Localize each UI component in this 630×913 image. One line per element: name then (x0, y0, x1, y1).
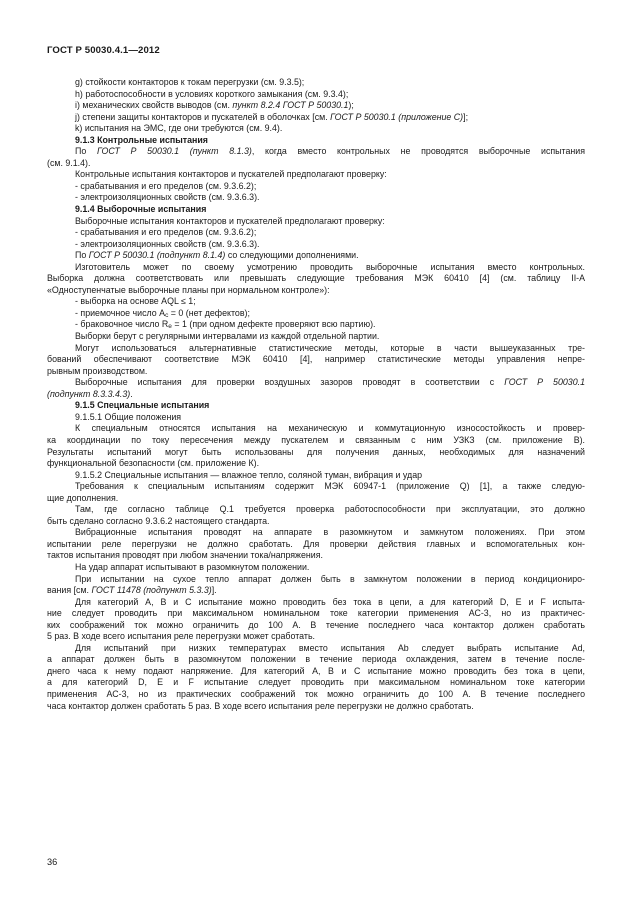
paragraph-line: ние следует проводить при максимальном номинальном токе категории применения АС-3, но из практичес- (47, 608, 585, 619)
text: - браковочное число R (75, 319, 169, 330)
paragraph-line: днего часа к нему подают напряжение. Для категорий А, В и С испытание можно проводить без тока в цепи, (47, 665, 585, 676)
paragraph-line: тактов испытания проводят при любом значении тока/напряжения. (47, 550, 323, 561)
standard-reference: ГОСТ Р 50030.1 (приложение С) (330, 111, 464, 122)
paragraph: Контрольные испытания контакторов и пускателей предполагают проверку: (75, 169, 387, 180)
text: По (75, 146, 97, 157)
text: ]; (463, 111, 469, 122)
paragraph-line (47, 377, 585, 389)
text: = 0 (нет дефектов); (168, 307, 250, 318)
paragraph-line: бований обеспечивают соответствие МЭК 60410 [4], например статистические методы управления непре- (47, 354, 585, 365)
section-heading-9-1-3: 9.1.3 Контрольные испытания (75, 134, 208, 145)
paragraph-line: рывным производством. (47, 365, 148, 376)
text: = 1 (при одном дефекте проверяют всю партию). (171, 319, 376, 330)
list-item: - срабатывания и его пределов (см. 9.3.6.2); (75, 227, 257, 238)
paragraph-line: применения АС-3, но из практических соображений ток можно ограничить до 100 А. В течение последнего (47, 688, 585, 699)
text: Выборочные испытания для проверки воздушных зазоров проводят в соответствии с (75, 377, 505, 388)
standard-reference: ГОСТ 11478 (подпункт 5.3.3) (91, 585, 212, 596)
text: По (75, 250, 89, 261)
paragraph (47, 250, 585, 262)
paragraph-line: ка координации по току пересечения между пускателем и связанным с ним УЗКЗ (см. приложение В). (47, 434, 585, 445)
paragraph-line: а аппарат должен быть в разомкнутом положении в течение периода охлаждения, затем в течение после- (47, 654, 585, 665)
paragraph-line: функциональной безопасности (см. приложение К). (47, 458, 260, 469)
paragraph-line: «Одноступенчатые выборочные планы при нормальном контроле»): (47, 284, 330, 295)
paragraph-line: Требования к специальным испытаниям содержит МЭК 60947-1 (приложение Q) [1], а также следую- (75, 481, 585, 492)
standard-reference: (подпункт 8.3.3.4.3) (47, 388, 131, 399)
paragraph: На удар аппарат испытывают в разомкнутом положении. (75, 561, 310, 572)
list-item: - выборка на основе AQL ≤ 1; (75, 296, 196, 307)
page-body (47, 77, 585, 712)
paragraph-line (47, 585, 585, 597)
list-item (47, 319, 585, 331)
document-header: ГОСТ Р 50030.4.1—2012 (47, 45, 160, 56)
standard-reference: ГОСТ Р 50030.1 (504, 377, 585, 388)
paragraph-line: Изготовитель может по своему усмотрению проводить выборочные испытания вместо контрольных. (75, 261, 585, 272)
subsection-heading: 9.1.5.2 Специальные испытания — влажное тепло, соляной туман, вибрация и удар (75, 469, 423, 480)
text: ]. (211, 585, 217, 596)
text: ); (348, 100, 354, 111)
paragraph-line: ких соображений ток можно ограничить до 100 А. В течение последнего часа контактор должен сработать (47, 619, 585, 630)
standard-reference: пункт 8.2.4 ГОСТ Р 50030.1 (232, 100, 349, 111)
text: со следующими дополнениями. (225, 250, 359, 261)
paragraph-line: испытании реле перегрузки не должно сработать. Для проверки действия главных и вспомогательных кон- (47, 538, 585, 549)
list-item-j (47, 112, 585, 124)
paragraph-line (47, 389, 585, 401)
text: вания [см. (47, 585, 92, 596)
page-number: 36 (47, 857, 58, 867)
paragraph-line: быть сделано согласно 9.3.6.2 настоящего стандарта. (47, 515, 270, 526)
paragraph-line: При испытании на сухое тепло аппарат должен быть в замкнутом положении в период кондициониро- (75, 573, 585, 584)
paragraph-line: а для категорий D, Е и F испытание следует проводить при максимальном номинальном токе категории (47, 677, 585, 688)
paragraph-line: 5 раз. В ходе всего испытания реле перегрузки может сработать. (47, 631, 316, 642)
subsection-heading: 9.1.5.1 Общие положения (75, 411, 182, 422)
subscript: e (168, 323, 172, 331)
list-item-i (47, 100, 585, 112)
paragraph (47, 146, 585, 158)
section-heading-9-1-4: 9.1.4 Выборочные испытания (75, 204, 207, 215)
paragraph-line: Могут использоваться альтернативные статистические методы, которые в части вышеуказанных тре- (75, 342, 585, 353)
text: i) механических свойств выводов (см. (75, 100, 233, 111)
standard-reference: ГОСТ Р 50030.1 (подпункт 8.1.4) (88, 250, 226, 261)
paragraph: Выборки берут с регулярными интервалами из каждой отдельной партии. (75, 331, 380, 342)
text: j) степени защиты контакторов и пускателей в оболочках [см. (75, 111, 331, 122)
list-item-g: g) стойкости контакторов к токам перегрузки (см. 9.3.5); (75, 77, 305, 87)
list-item (47, 308, 585, 320)
paragraph-line: Для категорий А, В и С испытание можно проводить без тока в цепи, а для категорий D, Е и F испыта- (75, 596, 585, 607)
paragraph-continuation: (см. 9.1.4). (47, 157, 91, 168)
list-item: - срабатывания и его пределов (см. 9.3.6.2); (75, 180, 257, 191)
paragraph-line: К специальным относятся испытания на механическую и коммутационную износостойкость и провер- (75, 423, 585, 434)
paragraph-line: Результаты испытаний могут быть использованы для получения данных, необходимых для назначений (47, 446, 585, 457)
subscript: c (165, 311, 169, 319)
text: , когда вместо контрольных не проводятся выборочные испытания (251, 146, 585, 157)
paragraph-line: Вибрационные испытания проводят на аппарате в разомкнутом и замкнутом положениях. При этом (75, 527, 585, 538)
paragraph-line: Выборка должна соответствовать или превышать следующие требования МЭК 60410 [4] (см. таблицу II-А (47, 273, 585, 284)
section-heading-9-1-5: 9.1.5 Специальные испытания (75, 400, 210, 411)
list-item-h: h) работоспособности в условиях короткого замыкания (см. 9.3.4); (75, 88, 349, 99)
list-item: - электроизоляционных свойств (см. 9.3.6.3). (75, 192, 260, 203)
paragraph-line: Для испытаний при низких температурах вместо испытания Ab следует выбрать испытание Ad, (75, 642, 585, 653)
paragraph-line: щие дополнения. (47, 492, 119, 503)
list-item-k: k) испытания на ЭМС, где они требуются (см. 9.4). (75, 123, 283, 134)
list-item: - электроизоляционных свойств (см. 9.3.6.3). (75, 238, 260, 249)
text: . (130, 388, 133, 399)
text: - приемочное число A (75, 307, 166, 318)
standard-reference: ГОСТ Р 50030.1 (пункт 8.1.3) (96, 146, 252, 157)
paragraph-line: Там, где согласно таблице Q.1 требуется проверка работоспособности при эксплуатации, это должно (75, 504, 585, 515)
paragraph: Выборочные испытания контакторов и пускателей предполагают проверку: (75, 215, 385, 226)
paragraph-line: часа контактор должен сработать 5 раз. В ходе всего испытания реле перегрузки не должно сработать. (47, 700, 474, 711)
